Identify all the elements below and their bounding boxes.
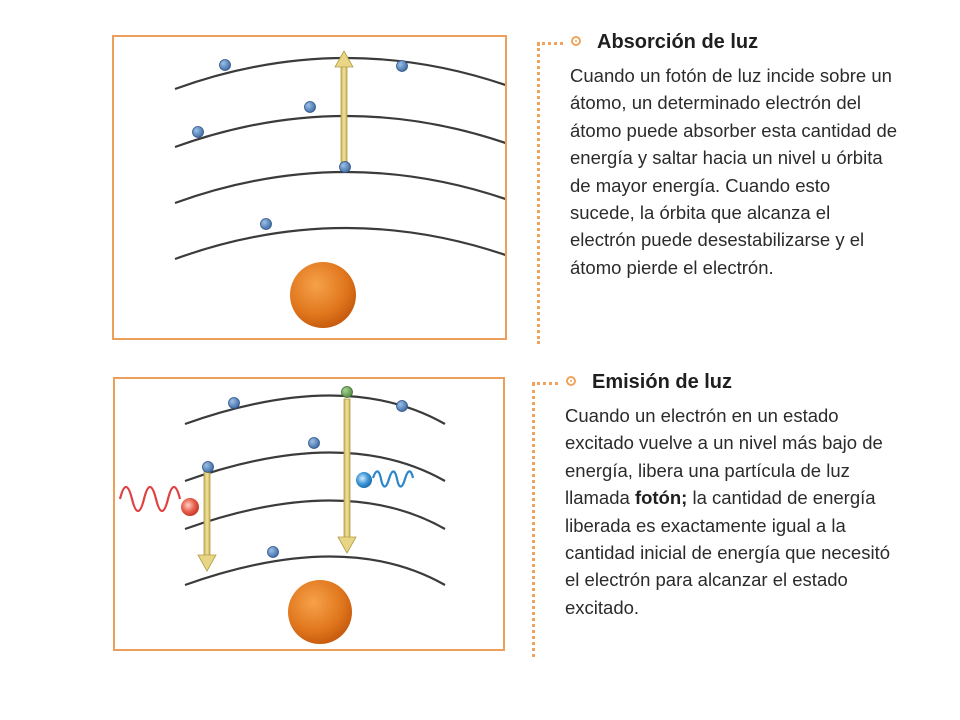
electron [203, 462, 214, 473]
absorption-diagram [114, 37, 505, 338]
electron [220, 60, 231, 71]
emission-text-block [532, 372, 892, 657]
electron [229, 398, 240, 409]
electron [397, 61, 408, 72]
dotted-connector [537, 42, 563, 45]
bullet-icon [566, 376, 576, 386]
energy-up-arrow [335, 51, 353, 169]
absorption-text-block [537, 32, 897, 344]
electron [193, 127, 204, 138]
orbit-line [185, 501, 445, 530]
orbit-line [175, 116, 505, 147]
electron [309, 438, 320, 449]
nucleus [290, 262, 356, 328]
absorption-body: Cuando un fotón de luz incide sobre un átomo, un determinado electrón del átomo puede absorber esta cantidad de energía y saltar hacia un nivel u órbita de mayor energía. Cuando esto sucede, la órbita que alcanza el electrón puede desestabilizarse y el átomo pierde el electrón. [570, 65, 898, 278]
electron [305, 102, 316, 113]
orbit-line [175, 172, 505, 203]
orbit-line [175, 228, 505, 259]
emission-body-part: la cantidad de energía liberada es exactamente igual a la cantidad inicial de energía que necesitó el electrón para alcanzar el estado excitado. [565, 487, 891, 618]
dotted-guide-line [532, 383, 535, 657]
emission-title: Emisión de luz [592, 371, 733, 393]
emission-body [565, 402, 905, 621]
photon-red [181, 498, 199, 516]
absorption-diagram-panel [112, 35, 507, 340]
bullet-icon [571, 36, 581, 46]
electron [268, 547, 279, 558]
photon-wave-red [120, 487, 180, 511]
absorption-title: Absorción de luz [597, 31, 759, 53]
photon-wave-blue [373, 471, 413, 486]
emission-diagram-panel [113, 377, 505, 651]
emission-diagram [115, 379, 503, 649]
nucleus [288, 580, 352, 644]
emission-body-bold: fotón; [634, 487, 688, 509]
photon-blue [356, 472, 372, 488]
dotted-guide-line [537, 43, 540, 344]
dotted-connector [532, 382, 558, 385]
energy-down-arrow [338, 399, 356, 553]
electron [397, 401, 408, 412]
electron [261, 219, 272, 230]
electron [340, 162, 351, 173]
electron-excited [342, 387, 353, 398]
emission-body-part: Cuando un electrón en un estado excitado vuelve a un nivel más bajo de energía, libera una partícula de luz llamada [565, 405, 883, 509]
